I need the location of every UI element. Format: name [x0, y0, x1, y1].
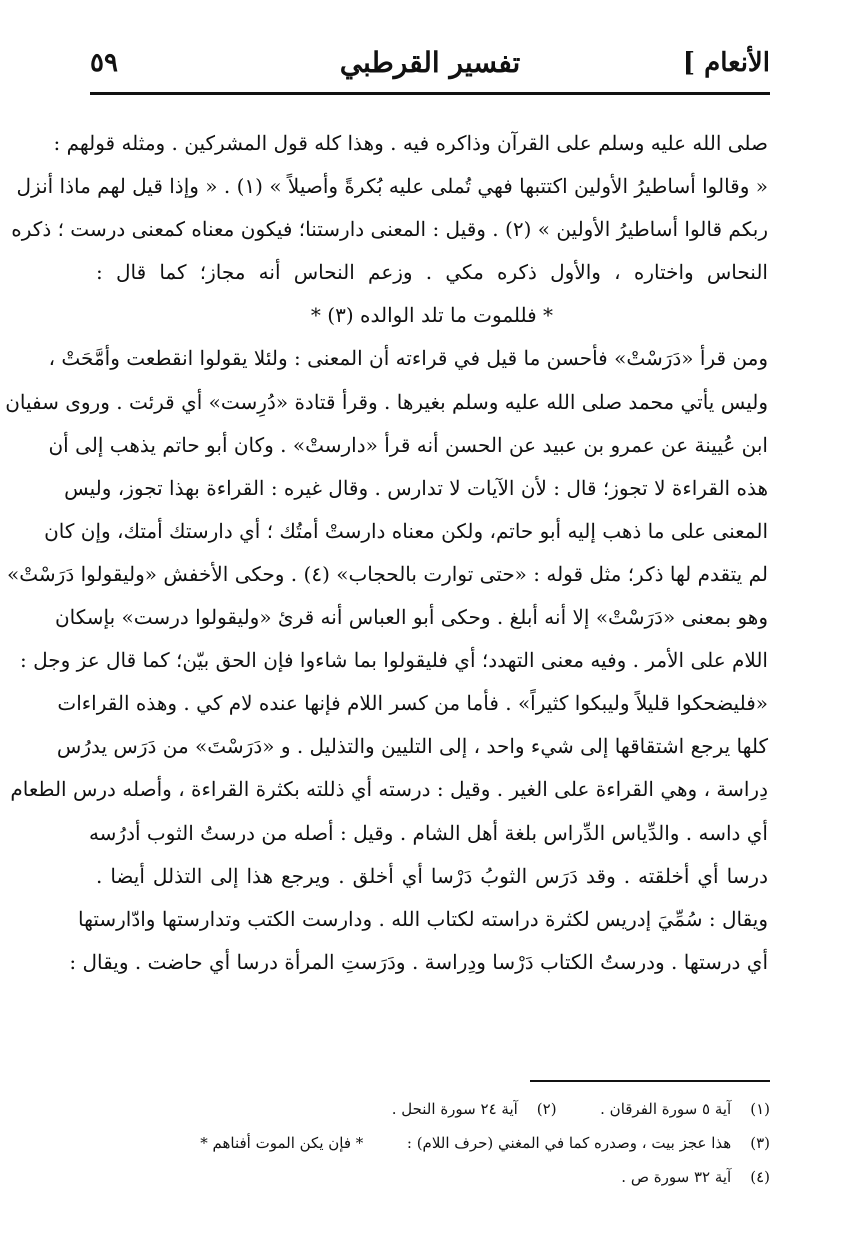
- header-rule: [90, 92, 770, 95]
- text-line: كلها يرجع اشتقاقها إلى شيء واحد ، إلى التليين والتذليل . و «دَرَسْتَ» من دَرَس يدرُس: [56, 734, 768, 759]
- footnote-text: آية ٢٤ سورة النحل .: [391, 1100, 518, 1118]
- text-line: درسا أي أخلقته . وقد دَرَس الثوبُ دَرْسا أي أخلق . ويرجع هذا إلى التذلل أيضا .: [96, 863, 768, 888]
- text-line: أي داسه . والدِّياس الدِّراس بلغة أهل الشام . وقيل : أصله من درستُ الثوب أدرُسه: [88, 820, 768, 845]
- footnote-number: (٢): [536, 1100, 557, 1118]
- text-line: النحاس واختاره ، والأول ذكره مكي . وزعم النحاس أنه مجاز؛ كما قال :: [96, 260, 768, 285]
- book-title: تفسير القرطبي: [339, 46, 521, 79]
- text-line: ويقال : سُمِّيَ إدريس لكثرة دراسته لكتاب الله . ودارست الكتب وتدارستها وادّارستها: [78, 906, 768, 931]
- text-line: وليس يأتي محمد صلى الله عليه وسلم بغيرها . وقرأ قتادة «دُرِست» أي قرئت . وروى سفيان: [5, 389, 768, 414]
- footnote-text: هذا عجز بيت ، وصدره كما في المغني (حرف اللام) :: [406, 1134, 732, 1152]
- text-line: اللام على الأمر . وفيه معنى التهدد؛ أي فليقولوا بما شاءوا فإن الحق بيّن؛ كما قال عز وجل :: [20, 648, 768, 673]
- text-line: هذه القراءة لا تجوز؛ قال : لأن الآيات لا تدارس . وقال غيره : القراءة بهذا تجوز، وليس: [64, 475, 768, 500]
- footnotes: [200, 1092, 770, 1194]
- text-line: دِراسة ، وهي القراءة على الغير . وقيل : درسته أي ذللته بكثرة القراءة ، وأصله درس الطعام: [10, 777, 768, 802]
- footnote-number: (٤): [750, 1168, 770, 1186]
- footnote: [200, 1092, 770, 1126]
- text-line: « وقالوا أساطيرُ الأولين اكتتبها فهي تُملى عليه بُكرةً وأصيلاً » (١) . « وإذا قيل لهم ماذا أنزل: [16, 174, 768, 199]
- text-line: «فليضحكوا قليلاً وليبكوا كثيراً» . فأما من كسر اللام فإنها عنده لام كي . وهذه القراءات: [57, 691, 768, 716]
- footnote-number: (١): [750, 1100, 770, 1118]
- footnote-number: (٣): [750, 1134, 770, 1152]
- main-text: [5, 122, 768, 984]
- footnote: [200, 1160, 770, 1194]
- text-line: ربكم قالوا أساطيرُ الأولين » (٢) . وقيل : المعنى دارستنا؛ فيكون معناه كمعنى درست ؛ ذكره: [11, 217, 768, 242]
- text-line: أي درستها . ودرستُ الكتاب دَرْسا ودِراسة . ودَرَستِ المرأة درسا أي حاضت . ويقال :: [69, 949, 768, 974]
- footnote-verse: * فإن يكن الموت أفناهم *: [200, 1134, 364, 1152]
- text-line: ابن عُيينة عن عمرو بن عبيد عن الحسن أنه قرأ «دارستْ» . وكان أبو حاتم يذهب إلى أن: [48, 432, 768, 457]
- text-line: ومن قرأ «دَرَسْتْ» فأحسن ما قيل في قراءته أن المعنى : ولئلا يقولوا انقطعت وأمَّحَتْ ،: [48, 346, 768, 371]
- section-title: الأنعام ]: [682, 48, 770, 78]
- footnote-text: آية ٣٢ سورة ص .: [621, 1168, 732, 1186]
- text-line: صلى الله عليه وسلم على القرآن وذاكره فيه . وهذا كله قول المشركين . ومثله قولهم :: [53, 131, 768, 155]
- page-header: [90, 38, 770, 90]
- footnote-rule: [530, 1080, 770, 1082]
- verse-line: * فللموت ما تلد الوالده (٣) *: [310, 303, 554, 328]
- footnote: [200, 1126, 770, 1160]
- text-line: وهو بمعنى «دَرَسْتْ» إلا أنه أبلغ . وحكى أبو العباس أنه قرئ «وليقولوا درست» بإسكان: [54, 605, 768, 630]
- footnote-text: آية ٥ سورة الفرقان .: [600, 1100, 732, 1118]
- page-number: ٥٩: [90, 48, 118, 78]
- text-line: المعنى على ما ذهب إليه أبو حاتم، ولكن معناه دارستْ أمتُك ؛ أي دارستك أمتك، وإن كان: [44, 518, 768, 543]
- text-line: لم يتقدم لها ذكر؛ مثل قوله : «حتى توارت بالحجاب» (٤) . وحكى الأخفش «وليقولوا دَرَسْتْ»: [7, 561, 768, 586]
